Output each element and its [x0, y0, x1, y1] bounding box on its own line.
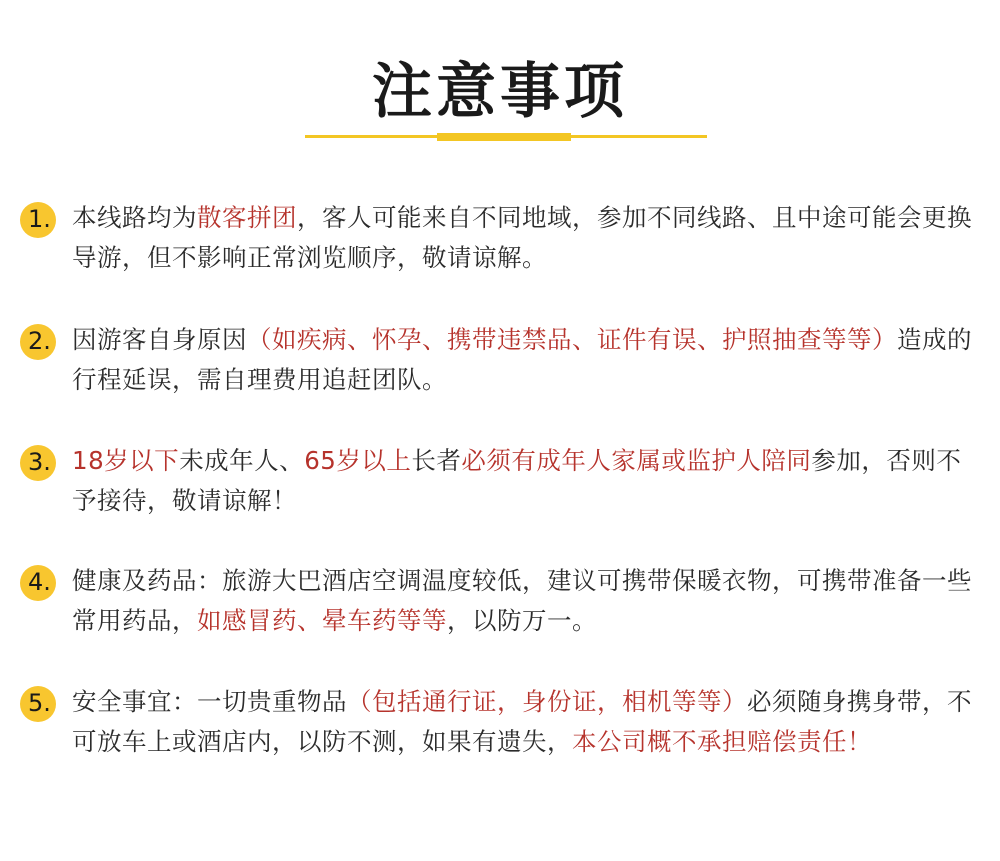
page-title: 注意事项 [372, 57, 628, 127]
highlight-text: 本公司概不承担赔偿责任！ [572, 727, 872, 756]
body-text: 健康及药品：旅游大巴酒店空调温度较低，建议可携带保暖衣物，可携带准备一些常用药品， [72, 566, 972, 635]
highlight-text: 必须有成年人家属或监护人陪同 [461, 446, 812, 475]
item-number: 2. [28, 327, 51, 355]
item-number: 1. [28, 205, 51, 233]
body-text: 必须随身携身带，不可放车上或酒店内，以防不测，如果有遗失， [72, 687, 972, 756]
highlight-text: 18岁以下 [72, 446, 180, 475]
number-badge [20, 445, 56, 481]
highlight-text: （包括通行证，身份证，相机等等） [347, 687, 747, 716]
item-number: 4. [28, 568, 51, 596]
highlight-text: 65岁以上 [304, 446, 412, 475]
body-text: 参加，否则不予接待，敬请谅解！ [72, 446, 962, 515]
highlight-text: 散客拼团 [197, 203, 297, 232]
body-text: ，客人可能来自不同地域，参加不同线路、且中途可能会更换导游，但不影响正常浏览顺序，敬请谅解。 [72, 203, 972, 272]
body-text: ，以防万一。 [447, 606, 597, 635]
highlight-text: 如感冒药、晕车药等等 [197, 606, 447, 635]
item-number: 3. [28, 448, 51, 476]
body-text: 造成的行程延误，需自理费用追赶团队。 [72, 325, 972, 394]
item-text [72, 561, 982, 641]
item-text [72, 198, 982, 278]
highlight-text: （如疾病、怀孕、携带违禁品、证件有误、护照抽查等等） [247, 325, 897, 354]
number-badge [20, 202, 56, 238]
body-text: 因游客自身原因 [72, 325, 247, 354]
item-text [72, 682, 982, 762]
body-text: 安全事宜：一切贵重物品 [72, 687, 347, 716]
number-badge [20, 686, 56, 722]
item-text [72, 441, 982, 521]
body-text: 未成年人、 [179, 446, 305, 475]
item-number: 5. [28, 689, 51, 717]
body-text: 长者 [411, 446, 462, 475]
number-badge [20, 324, 56, 360]
number-badge [20, 565, 56, 601]
body-text: 本线路均为 [72, 203, 197, 232]
title-underline-bar [437, 133, 571, 141]
item-text [72, 320, 982, 400]
